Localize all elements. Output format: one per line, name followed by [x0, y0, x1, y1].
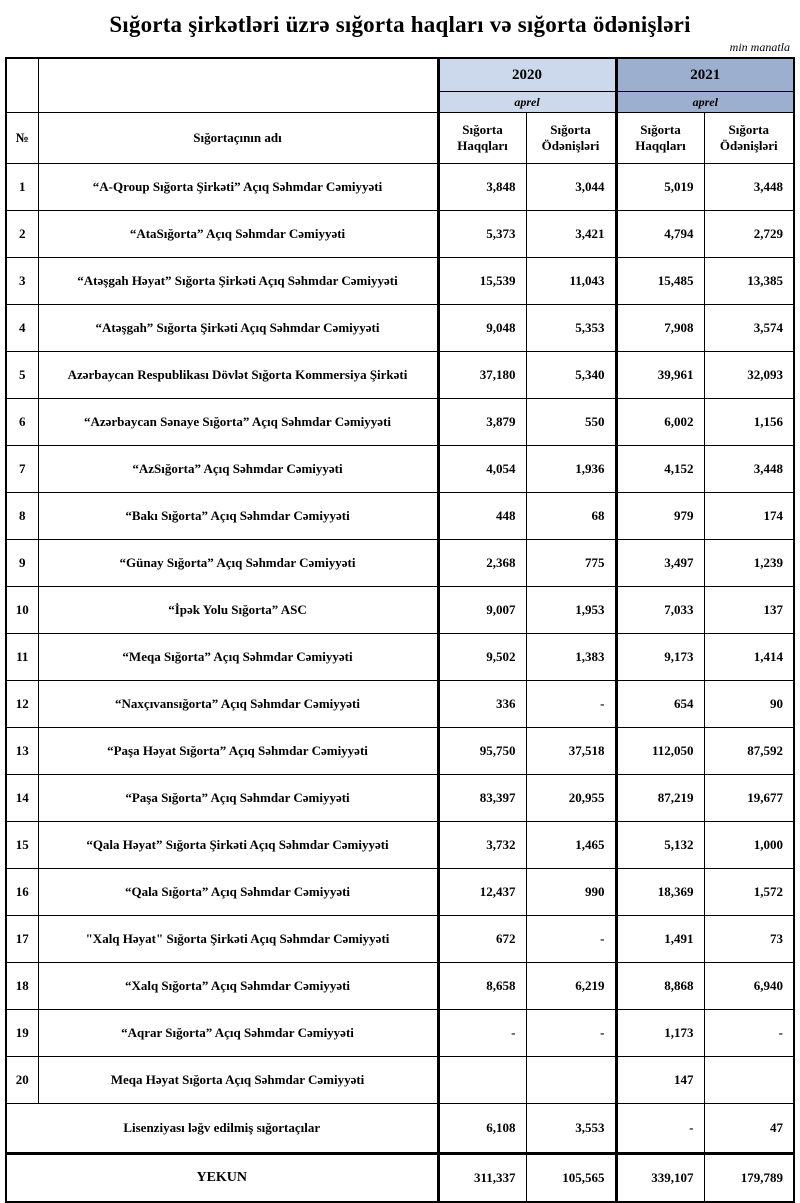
row-number-cell: 2 — [6, 211, 38, 258]
value-cell: 112,050 — [616, 728, 704, 775]
company-name-cell: “Atəşgah Həyat” Sığorta Şirkəti Açıq Səhmdar Cəmiyyəti — [38, 258, 438, 305]
value-cell: 12,437 — [438, 869, 526, 916]
page — [0, 12, 800, 1185]
table-head-rows — [6, 58, 794, 164]
value-cell: 5,132 — [616, 822, 704, 869]
value-cell: 7,908 — [616, 305, 704, 352]
value-cell: 8,868 — [616, 963, 704, 1010]
value-cell: 18,369 — [616, 869, 704, 916]
table-row — [6, 352, 794, 399]
table-row — [6, 634, 794, 681]
table-row — [6, 963, 794, 1010]
table-row — [6, 446, 794, 493]
value-cell: 2,729 — [704, 211, 794, 258]
table-row — [6, 1057, 794, 1104]
row-number-cell: 10 — [6, 587, 38, 634]
row-number-cell: 20 — [6, 1057, 38, 1104]
row-number-cell: 13 — [6, 728, 38, 775]
aprel-2021-cell: aprel — [616, 92, 794, 113]
company-name-cell: “AtaSığorta” Açıq Səhmdar Cəmiyyəti — [38, 211, 438, 258]
value-cell: 7,033 — [616, 587, 704, 634]
value-cell: 3,574 — [704, 305, 794, 352]
value-cell: 5,019 — [616, 164, 704, 211]
company-name-cell: “Xalq Sığorta” Açıq Səhmdar Cəmiyyəti — [38, 963, 438, 1010]
value-cell: 3,553 — [526, 1104, 616, 1154]
value-cell: - — [526, 916, 616, 963]
value-cell: 1,239 — [704, 540, 794, 587]
row-number-cell: 19 — [6, 1010, 38, 1057]
value-cell: 9,048 — [438, 305, 526, 352]
company-name-cell: “Paşa Həyat Sığorta” Açıq Səhmdar Cəmiyyəti — [38, 728, 438, 775]
table-row — [6, 775, 794, 822]
table-row — [6, 681, 794, 728]
value-cell: 979 — [616, 493, 704, 540]
payments-2021-header: Sığorta Ödənişləri — [704, 113, 794, 164]
premiums-2020-header: Sığorta Haqqları — [438, 113, 526, 164]
value-cell: - — [526, 1010, 616, 1057]
value-cell: 4,794 — [616, 211, 704, 258]
value-cell: 174 — [704, 493, 794, 540]
row-number-cell: 18 — [6, 963, 38, 1010]
value-cell: 1,383 — [526, 634, 616, 681]
company-name-cell: “Qala Həyat” Sığorta Şirkəti Açıq Səhmdar Cəmiyyəti — [38, 822, 438, 869]
value-cell: 3,879 — [438, 399, 526, 446]
row-number-cell: 8 — [6, 493, 38, 540]
company-name-cell: “İpək Yolu Sığorta” ASC — [38, 587, 438, 634]
value-cell: 1,936 — [526, 446, 616, 493]
value-cell: 550 — [526, 399, 616, 446]
row-number-cell: 14 — [6, 775, 38, 822]
name-column-header: Sığortaçının adı — [38, 113, 438, 164]
row-number-cell: 3 — [6, 258, 38, 305]
value-cell: 1,953 — [526, 587, 616, 634]
company-name-cell: “Bakı Sığorta” Açıq Səhmdar Cəmiyyəti — [38, 493, 438, 540]
value-cell: 32,093 — [704, 352, 794, 399]
value-cell — [526, 1057, 616, 1104]
row-number-cell: 16 — [6, 869, 38, 916]
value-cell: 15,485 — [616, 258, 704, 305]
value-cell: 3,732 — [438, 822, 526, 869]
value-cell: 654 — [616, 681, 704, 728]
value-cell: 95,750 — [438, 728, 526, 775]
row-number-cell: 4 — [6, 305, 38, 352]
value-cell: - — [438, 1010, 526, 1057]
value-cell: 6,108 — [438, 1104, 526, 1154]
blank-corner-name — [38, 58, 438, 113]
table-row — [6, 1010, 794, 1057]
value-cell: 5,373 — [438, 211, 526, 258]
value-cell: 4,054 — [438, 446, 526, 493]
value-cell: 179,789 — [704, 1154, 794, 1203]
value-cell: 3,448 — [704, 164, 794, 211]
blank-corner-no — [6, 58, 38, 113]
value-cell: 83,397 — [438, 775, 526, 822]
row-number-cell: 7 — [6, 446, 38, 493]
value-cell: 9,007 — [438, 587, 526, 634]
table-row — [6, 258, 794, 305]
company-name-cell: “Paşa Sığorta” Açıq Səhmdar Cəmiyyəti — [38, 775, 438, 822]
number-column-header: № — [6, 113, 38, 164]
year-2020-cell: 2020 — [438, 58, 616, 92]
company-name-cell: “Atəşgah” Sığorta Şirkəti Açıq Səhmdar Cəmiyyəti — [38, 305, 438, 352]
company-name-cell: “Günay Sığorta” Açıq Səhmdar Cəmiyyəti — [38, 540, 438, 587]
company-name-cell: “Azərbaycan Sənaye Sığorta” Açıq Səhmdar Cəmiyyəti — [38, 399, 438, 446]
value-cell: 20,955 — [526, 775, 616, 822]
insurance-table — [5, 57, 795, 1203]
table-row — [6, 728, 794, 775]
row-number-cell: 11 — [6, 634, 38, 681]
value-cell: 5,340 — [526, 352, 616, 399]
unit-note: min manatla — [729, 40, 790, 54]
value-cell: 19,677 — [704, 775, 794, 822]
company-name-cell: “Qala Sığorta” Açıq Səhmdar Cəmiyyəti — [38, 869, 438, 916]
row-number-cell: 1 — [6, 164, 38, 211]
company-name-cell: “Meqa Sığorta” Açıq Səhmdar Cəmiyyəti — [38, 634, 438, 681]
value-cell: 13,385 — [704, 258, 794, 305]
value-cell: 990 — [526, 869, 616, 916]
value-cell: 1,156 — [704, 399, 794, 446]
row-number-cell: 6 — [6, 399, 38, 446]
value-cell: 339,107 — [616, 1154, 704, 1203]
total-row-label: YEKUN — [6, 1154, 438, 1203]
value-cell — [438, 1057, 526, 1104]
value-cell: 87,219 — [616, 775, 704, 822]
row-number-cell: 5 — [6, 352, 38, 399]
table-row — [6, 822, 794, 869]
year-header-row — [6, 58, 794, 92]
value-cell: - — [704, 1010, 794, 1057]
table-row — [6, 164, 794, 211]
value-cell: 37,518 — [526, 728, 616, 775]
value-cell: 3,497 — [616, 540, 704, 587]
table-row — [6, 869, 794, 916]
value-cell: 775 — [526, 540, 616, 587]
value-cell: 11,043 — [526, 258, 616, 305]
value-cell: 9,173 — [616, 634, 704, 681]
table-row — [6, 916, 794, 963]
table-row — [6, 493, 794, 540]
value-cell: 47 — [704, 1104, 794, 1154]
value-cell: 6,219 — [526, 963, 616, 1010]
value-cell — [704, 1057, 794, 1104]
value-cell: 73 — [704, 916, 794, 963]
value-cell: 1,572 — [704, 869, 794, 916]
table-foot-rows — [6, 1104, 794, 1203]
company-name-cell: Azərbaycan Respublikası Dövlət Sığorta Kommersiya Şirkəti — [38, 352, 438, 399]
column-header-row — [6, 113, 794, 164]
value-cell: 3,044 — [526, 164, 616, 211]
value-cell: 68 — [526, 493, 616, 540]
company-name-cell: “A-Qroup Sığorta Şirkəti” Açıq Səhmdar Cəmiyyəti — [38, 164, 438, 211]
value-cell: 137 — [704, 587, 794, 634]
value-cell: 90 — [704, 681, 794, 728]
value-cell: 2,368 — [438, 540, 526, 587]
row-number-cell: 9 — [6, 540, 38, 587]
row-number-cell: 12 — [6, 681, 38, 728]
row-number-cell: 15 — [6, 822, 38, 869]
value-cell: 147 — [616, 1057, 704, 1104]
payments-2020-header: Sığorta Ödənişləri — [526, 113, 616, 164]
value-cell: 9,502 — [438, 634, 526, 681]
value-cell: 5,353 — [526, 305, 616, 352]
value-cell: 87,592 — [704, 728, 794, 775]
value-cell: 8,658 — [438, 963, 526, 1010]
table-row — [6, 587, 794, 634]
company-name-cell: “Naxçıvansığorta” Açıq Səhmdar Cəmiyyəti — [38, 681, 438, 728]
value-cell: 3,848 — [438, 164, 526, 211]
table-body — [6, 164, 794, 1104]
value-cell: 6,940 — [704, 963, 794, 1010]
value-cell: 336 — [438, 681, 526, 728]
value-cell: 4,152 — [616, 446, 704, 493]
table-row — [6, 211, 794, 258]
year-2021-cell: 2021 — [616, 58, 794, 92]
value-cell: - — [526, 681, 616, 728]
value-cell: 1,000 — [704, 822, 794, 869]
value-cell: 311,337 — [438, 1154, 526, 1203]
value-cell: 1,491 — [616, 916, 704, 963]
value-cell: 1,173 — [616, 1010, 704, 1057]
value-cell: 15,539 — [438, 258, 526, 305]
value-cell: 39,961 — [616, 352, 704, 399]
table-row — [6, 540, 794, 587]
value-cell: 672 — [438, 916, 526, 963]
value-cell: 1,414 — [704, 634, 794, 681]
aprel-2020-cell: aprel — [438, 92, 616, 113]
table-row — [6, 399, 794, 446]
total-row — [6, 1154, 794, 1203]
license-revoked-row — [6, 1104, 794, 1154]
page-title: Sığorta şirkətləri üzrə sığorta haqları və sığorta ödənişləri — [109, 12, 691, 37]
value-cell: 6,002 — [616, 399, 704, 446]
license-row-label: Lisenziyası ləğv edilmiş sığortaçılar — [6, 1104, 438, 1154]
value-cell: - — [616, 1104, 704, 1154]
value-cell: 3,421 — [526, 211, 616, 258]
company-name-cell: "Xalq Həyat" Sığorta Şirkəti Açıq Səhmdar Cəmiyyəti — [38, 916, 438, 963]
company-name-cell: Meqa Həyat Sığorta Açıq Səhmdar Cəmiyyəti — [38, 1057, 438, 1104]
value-cell: 1,465 — [526, 822, 616, 869]
value-cell: 448 — [438, 493, 526, 540]
row-number-cell: 17 — [6, 916, 38, 963]
value-cell: 105,565 — [526, 1154, 616, 1203]
premiums-2021-header: Sığorta Haqqları — [616, 113, 704, 164]
value-cell: 37,180 — [438, 352, 526, 399]
company-name-cell: “AzSığorta” Açıq Səhmdar Cəmiyyəti — [38, 446, 438, 493]
company-name-cell: “Aqrar Sığorta” Açıq Səhmdar Cəmiyyəti — [38, 1010, 438, 1057]
table-row — [6, 305, 794, 352]
value-cell: 3,448 — [704, 446, 794, 493]
